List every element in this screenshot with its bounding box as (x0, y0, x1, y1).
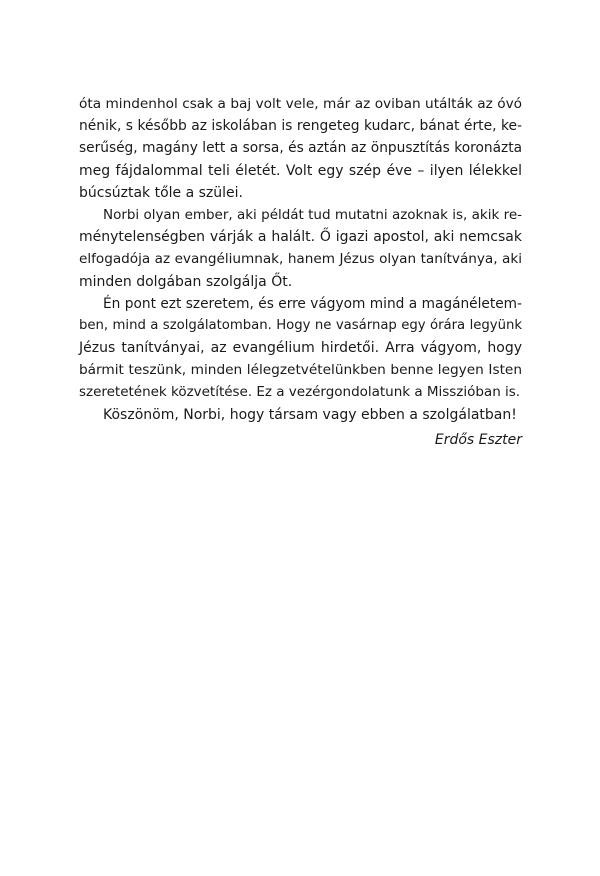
text-line: ménytelenségben várják a halált. Ő igazi apostol, aki nemcsak (79, 229, 522, 246)
text-line: meg fájdalommal teli életét. Volt egy szép éve – ilyen lélekkel (79, 162, 522, 179)
text-line: ben, mind a szolgálatomban. Hogy ne vasárnap egy órára legyünk (79, 317, 522, 333)
text-line: nénik, s később az iskolában is rengeteg kudarc, bánat érte, ke- (79, 118, 522, 135)
body-text (79, 93, 522, 426)
text-line: szeretetének közvetítése. Ez a vezérgondolatunk a Misszióban is. (79, 384, 521, 401)
paragraph-2 (79, 204, 522, 293)
author-signature: Erdős Eszter (434, 432, 522, 448)
text-line: óta mindenhol csak a baj volt vele, már az oviban utálták az óvó (79, 96, 522, 112)
text-line: Köszönöm, Norbi, hogy társam vagy ebben a szolgálatban! (103, 406, 517, 423)
paragraph-3 (79, 293, 522, 404)
text-line: búcsúztak tőle a szülei. (79, 184, 243, 201)
paragraph-4 (79, 404, 522, 426)
text-line: Norbi olyan ember, aki példát tud mutatni azoknak is, akik re- (103, 206, 522, 223)
text-line: Én pont ezt szeretem, és erre vágyom mind a magánéletem- (103, 295, 522, 312)
text-line: serűség, magány lett a sorsa, és aztán az önpusztítás koronázta (79, 140, 522, 157)
text-line: Jézus tanítványai, az evangélium hirdetői. Arra vágyom, hogy (79, 340, 522, 357)
paragraph-1 (79, 93, 522, 204)
text-line: bármit teszünk, minden lélegzetvételünkben benne legyen Isten (79, 362, 522, 379)
text-line: minden dolgában szolgálja Őt. (79, 273, 293, 290)
text-line: elfogadója az evangéliumnak, hanem Jézus olyan tanítványa, aki (79, 251, 522, 268)
